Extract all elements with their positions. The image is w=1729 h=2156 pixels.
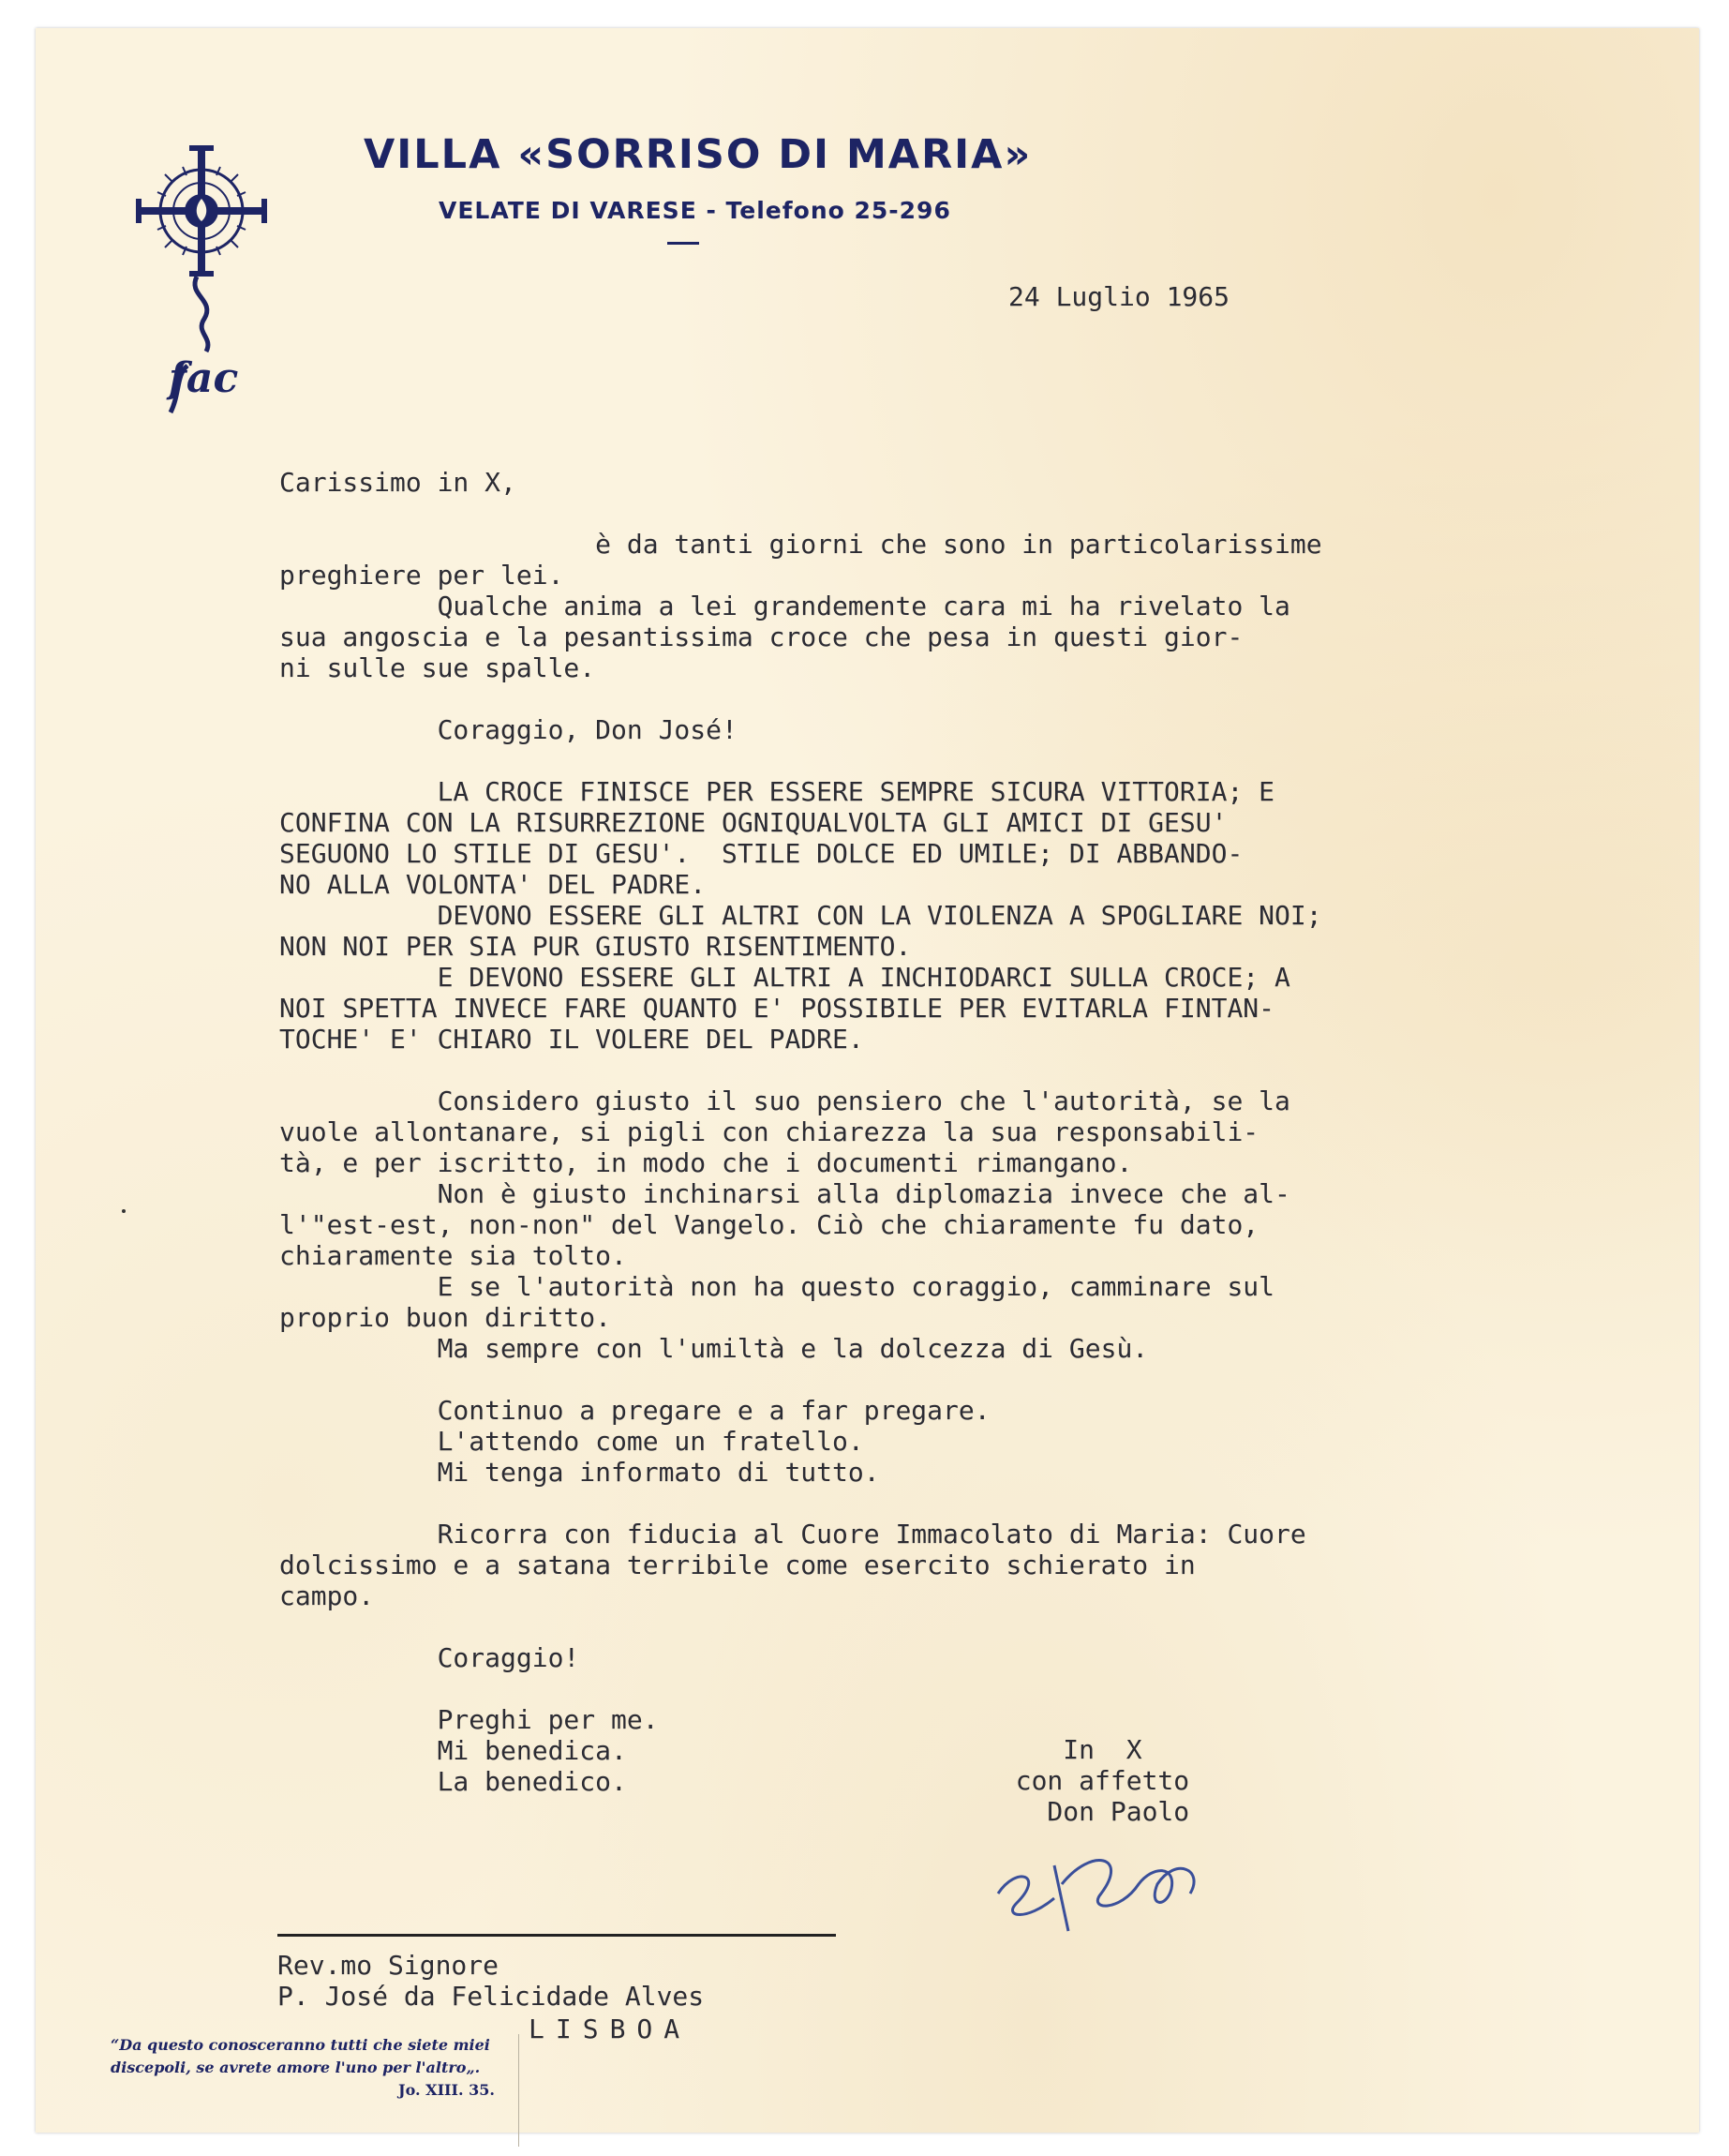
body-line: La benedico. [279, 1766, 627, 1797]
motto [111, 2034, 495, 2102]
body-line: Non è giusto inchinarsi alla diplomazia invece che al- [279, 1178, 1290, 1209]
body-line: sua angoscia e la pesantissima croce che pesa in questi gior- [279, 621, 1244, 652]
body-line: dolcissimo e a satana terribile come esercito schierato in [279, 1550, 1196, 1580]
body-line [279, 745, 1322, 776]
body-line: Qualche anima a lei grandemente cara mi ha rivelato la [279, 591, 1290, 621]
body-line: Coraggio! [279, 1642, 580, 1673]
body-line: Ma sempre con l'umiltà e la dolcezza di Gesù. [279, 1333, 1149, 1364]
body-line: è da tanti giorni che sono in particolarissime [279, 529, 1322, 560]
body-line [279, 1673, 1322, 1704]
cross-sunburst-emblem-icon [131, 141, 272, 422]
body-line [279, 1364, 1322, 1395]
closing-line: Don Paolo [984, 1796, 1190, 1827]
body-line: ni sulle sue spalle. [279, 652, 596, 683]
body-line: DEVONO ESSERE GLI ALTRI CON LA VIOLENZA A SPOGLIARE NOI; [279, 900, 1322, 931]
body-line: TOCHE' E' CHIARO IL VOLERE DEL PADRE. [279, 1024, 864, 1055]
motto-reference: Jo. XIII. 35. [398, 2081, 495, 2099]
addressee-line: P. José da Felicidade Alves [277, 1981, 705, 2012]
body-line: vuole allontanare, si pigli con chiarezza la sua responsabili- [279, 1116, 1259, 1147]
body-line: campo. [279, 1580, 375, 1611]
addressee-city: LISBOA [529, 2014, 692, 2044]
paper-speck [122, 1209, 126, 1213]
body-line: Preghi per me. [279, 1704, 659, 1735]
body-line: NO ALLA VOLONTA' DEL PADRE. [279, 869, 707, 900]
body-line: Ricorra con fiducia al Cuore Immacolato di Maria: Cuore [279, 1519, 1306, 1550]
body-line [279, 1488, 1322, 1519]
monogram-text: fac [169, 354, 239, 402]
addressee-line: Rev.mo Signore [277, 1950, 499, 1981]
closing-line: In X [984, 1734, 1142, 1765]
body-line: Considero giusto il suo pensiero che l'autorità, se la [279, 1085, 1290, 1116]
motto-quote: “Da questo conosceranno tutti che siete miei discepoli, se avrete amore l'uno per l'altro„. [111, 2036, 490, 2076]
body-line: E DEVONO ESSERE GLI ALTRI A INCHIODARCI SULLA CROCE; A [279, 962, 1290, 993]
address-divider [277, 1934, 836, 1937]
body-line: CONFINA CON LA RISURREZIONE OGNIQUALVOLTA GLI AMICI DI GESU' [279, 807, 1228, 838]
body-line [279, 498, 1322, 529]
body-line: preghiere per lei. [279, 560, 564, 591]
body-line [279, 1055, 1322, 1085]
body-line: Carissimo in X, [279, 467, 516, 498]
body-line: l'"est-est, non-non" del Vangelo. Ciò che chiaramente fu dato, [279, 1209, 1259, 1240]
closing-block [984, 1734, 1189, 1827]
letter-date: 24 Luglio 1965 [1008, 281, 1230, 312]
closing-line: con affetto [984, 1765, 1190, 1796]
body-line: proprio buon diritto. [279, 1302, 612, 1333]
body-line: tà, e per iscritto, in modo che i documenti rimangano. [279, 1147, 1133, 1178]
body-line: E se l'autorità non ha questo coraggio, camminare sul [279, 1271, 1275, 1302]
body-line: LA CROCE FINISCE PER ESSERE SEMPRE SICURA VITTORIA; E [279, 776, 1275, 807]
body-line: Mi tenga informato di tutto. [279, 1457, 880, 1488]
body-line [279, 683, 1322, 714]
body-line: NOI SPETTA INVECE FARE QUANTO E' POSSIBILE PER EVITARLA FINTAN- [279, 993, 1275, 1024]
addressee-block [277, 1950, 704, 2012]
letter-body [279, 467, 1322, 1797]
body-line: Mi benedica. [279, 1735, 627, 1766]
body-line: Continuo a pregare e a far pregare. [279, 1395, 991, 1426]
body-line: L'attendo come un fratello. [279, 1426, 864, 1457]
letterhead-divider [667, 242, 699, 245]
body-line [279, 1611, 1322, 1642]
body-line: SEGUONO LO STILE DI GESU'. STILE DOLCE ED UMILE; DI ABBANDO- [279, 838, 1244, 869]
letterhead-subtitle: VELATE DI VARESE - Telefono 25-296 [439, 197, 951, 224]
body-line: chiaramente sia tolto. [279, 1240, 627, 1271]
letterhead-title: VILLA «SORRISO DI MARIA» [364, 131, 1033, 178]
body-line: Coraggio, Don José! [279, 714, 738, 745]
body-line: NON NOI PER SIA PUR GIUSTO RISENTIMENTO. [279, 931, 912, 962]
handwritten-signature [989, 1828, 1223, 1950]
